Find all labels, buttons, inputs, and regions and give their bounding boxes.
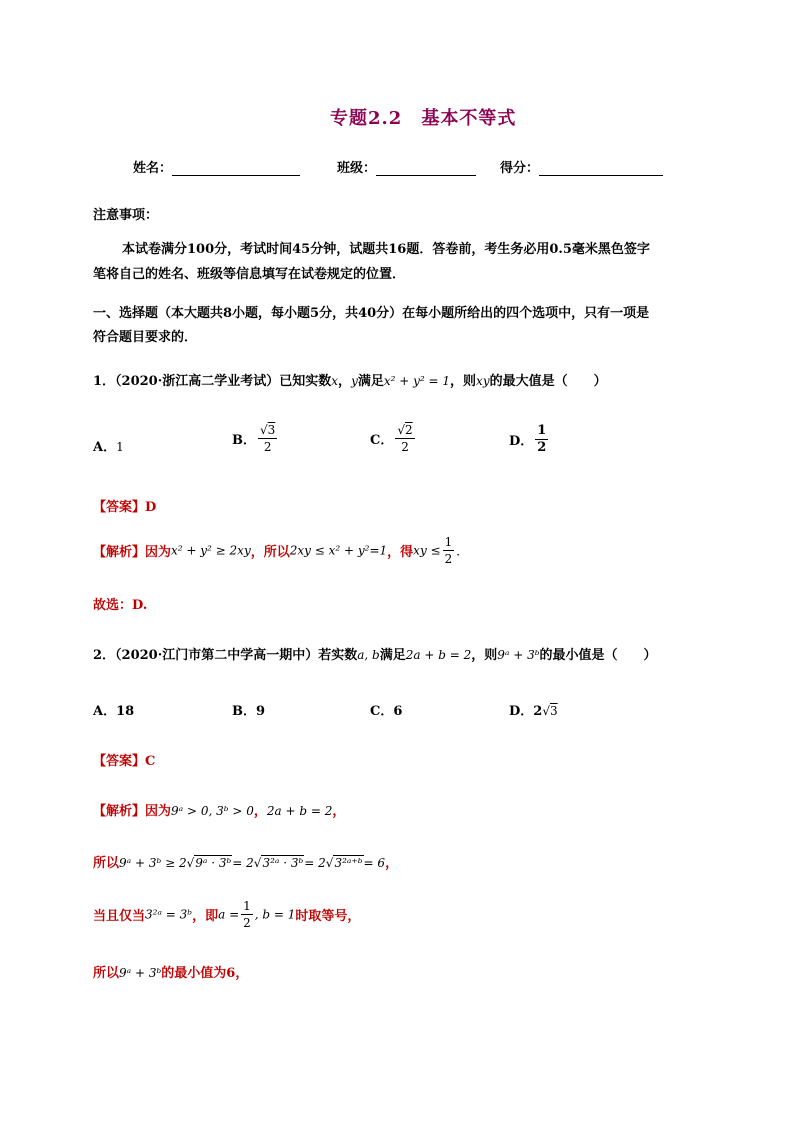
analysis-get: ，得	[387, 545, 414, 560]
option-label: A．	[93, 704, 117, 719]
q2-option-c[interactable]	[370, 700, 402, 719]
analysis-expr-2: 2a + b = 2	[266, 804, 333, 818]
step-end: ，	[385, 856, 399, 871]
step-fraction	[241, 898, 253, 931]
q2-option-d[interactable]	[509, 700, 558, 719]
option-label: C．	[370, 704, 394, 719]
score-field	[500, 157, 663, 176]
step-label: 当且仅当	[93, 909, 146, 924]
step-mid: ，即	[192, 909, 219, 924]
step-expr: 3²ᵃ = 3ᵇ	[145, 907, 193, 922]
q2-option-a[interactable]	[93, 700, 134, 719]
radicand: 2	[405, 423, 413, 437]
q2-step-3	[93, 962, 248, 981]
sqrt2-over-2: $\frac{√2}{2}$	[397, 423, 413, 454]
option-value: 18	[116, 704, 135, 719]
q1-option-a[interactable]	[93, 436, 124, 455]
q1-prefix: 1．（2020·浙江高二学业考试）已知实数	[93, 374, 332, 389]
page-title: 专题2.2 基本不等式	[330, 108, 517, 129]
option-value: 9	[256, 704, 266, 719]
q2-step-2	[93, 898, 360, 931]
numerator: 1	[444, 535, 453, 549]
option-label: A．	[93, 440, 117, 455]
question-2	[93, 644, 657, 663]
radicand: 3²ᵃ · 3ᵇ	[262, 856, 304, 870]
q2-suffix: 的最小值是（ ）	[539, 648, 657, 663]
q2-analysis	[93, 800, 345, 819]
q1-option-d[interactable]	[509, 423, 550, 456]
option-label: B．	[232, 704, 256, 719]
option-label: D．	[509, 434, 534, 449]
q1-option-c[interactable]	[370, 422, 417, 455]
option-label: D．	[509, 704, 534, 719]
class-field	[337, 157, 476, 176]
step-expr-b: , b = 1	[254, 907, 296, 922]
numerator: 1	[243, 899, 251, 913]
q1-suffix: 的最大值是（ ）	[489, 374, 607, 389]
step-expr-a: a =	[218, 907, 240, 922]
q1-sep: ，	[338, 374, 352, 389]
class-blank[interactable]	[376, 161, 476, 176]
radicand: 3	[267, 423, 276, 437]
step-expr-a: 9ᵃ + 3ᵇ ≥ 2	[119, 856, 187, 870]
denominator: 2	[263, 440, 272, 454]
one-half	[535, 423, 548, 456]
q1-var-y: y	[351, 374, 358, 388]
step-end: 的最小值为6，	[161, 966, 249, 981]
score-blank[interactable]	[539, 161, 663, 176]
analysis-end: ，	[332, 804, 346, 819]
analysis-expr-2: 2xy ≤ x² + y²=1	[289, 543, 388, 558]
q1-equation: x² + y² = 1	[383, 374, 451, 388]
step-expr-d: = 6	[363, 856, 386, 870]
option-label: C．	[370, 433, 394, 448]
option-coef: 2	[533, 704, 543, 719]
sqrt-3: √3²ᵃ⁺ᵇ	[325, 856, 363, 870]
analysis-end: ．	[456, 544, 469, 558]
option-sqrt: √3	[542, 704, 558, 718]
analysis-mid: ，所以	[250, 545, 290, 560]
question-1	[93, 370, 607, 389]
denominator: 2	[444, 552, 453, 566]
q1-then: ，则	[450, 374, 477, 389]
q1-var-xy: xy	[476, 374, 490, 388]
denominator: 2	[537, 440, 547, 455]
q2-option-b[interactable]	[232, 700, 265, 719]
q1-option-b[interactable]	[232, 422, 279, 455]
q2-then: ，则	[471, 648, 498, 663]
option-value: 6	[393, 704, 403, 719]
section-heading-line-2: 符合题目要求的．	[93, 330, 198, 345]
denominator: 2	[401, 440, 409, 454]
step-end: 时取等号，	[295, 909, 361, 924]
step-expr-b: = 2	[232, 856, 254, 870]
q1-mid: 满足	[357, 374, 384, 389]
notice-line-1: 本试卷满分100分，考试时间45分钟，试题共16题．答卷前，考生务必用0.5毫米黑色签字	[122, 242, 650, 257]
q2-equation: 2a + b = 2	[405, 648, 472, 662]
step-label: 所以	[93, 856, 120, 871]
denominator: 2	[243, 916, 251, 930]
option-label: B．	[232, 433, 256, 448]
analysis-label: 【解析】因为	[93, 545, 172, 560]
analysis-label: 【解析】因为	[93, 804, 172, 819]
step-expr: 9ᵃ + 3ᵇ	[119, 966, 162, 980]
step-expr-c: = 2	[304, 856, 326, 870]
radicand: 3	[549, 704, 558, 718]
analysis-expr-1: x² + y² ≥ 2xy	[171, 543, 251, 558]
name-blank[interactable]	[172, 161, 300, 176]
option-value: 1	[116, 440, 124, 454]
score-label: 得分：	[500, 161, 540, 176]
analysis-expr-1: 9ᵃ > 0, 3ᵇ > 0	[171, 804, 254, 818]
q2-mid: 满足	[379, 648, 406, 663]
q2-prefix: 2．（2020·江门市第二中学高一期中）若实数	[93, 648, 358, 663]
q1-answer: 【答案】D	[93, 500, 157, 515]
numerator: 1	[537, 423, 547, 438]
analysis-expr-3: xy ≤	[413, 543, 441, 558]
section-heading-line-1: 一、选择题（本大题共8小题，每小题5分，共40分）在每小题所给出的四个选项中，只有一项是	[93, 306, 650, 321]
step-label: 所以	[93, 966, 120, 981]
class-label: 班级：	[337, 161, 377, 176]
notice-line-2: 笔将自己的姓名、班级等信息填写在试卷规定的位置．	[93, 267, 406, 282]
analysis-fraction	[443, 534, 455, 567]
name-field	[133, 157, 300, 176]
q2-expr: 9ᵃ + 3ᵇ	[497, 648, 540, 662]
sqrt-2: √3²ᵃ · 3ᵇ	[253, 856, 304, 870]
analysis-sep: ，	[253, 804, 267, 819]
q1-conclusion: 故选：D.	[93, 598, 148, 613]
sqrt3-over-2: $\frac{√3}{2}$	[260, 423, 276, 454]
q1-analysis	[93, 534, 468, 567]
q2-answer: 【答案】C	[93, 754, 156, 769]
notice-heading: 注意事项：	[93, 208, 159, 223]
sqrt-1: √9ᵃ · 3ᵇ	[186, 856, 232, 870]
radicand: 9ᵃ · 3ᵇ	[195, 856, 232, 870]
radicand: 3²ᵃ⁺ᵇ	[334, 856, 363, 870]
q2-vars: a, b	[357, 648, 380, 662]
q2-step-1	[93, 852, 398, 871]
name-label: 姓名：	[133, 161, 173, 176]
q1-var-x: x	[331, 374, 339, 388]
